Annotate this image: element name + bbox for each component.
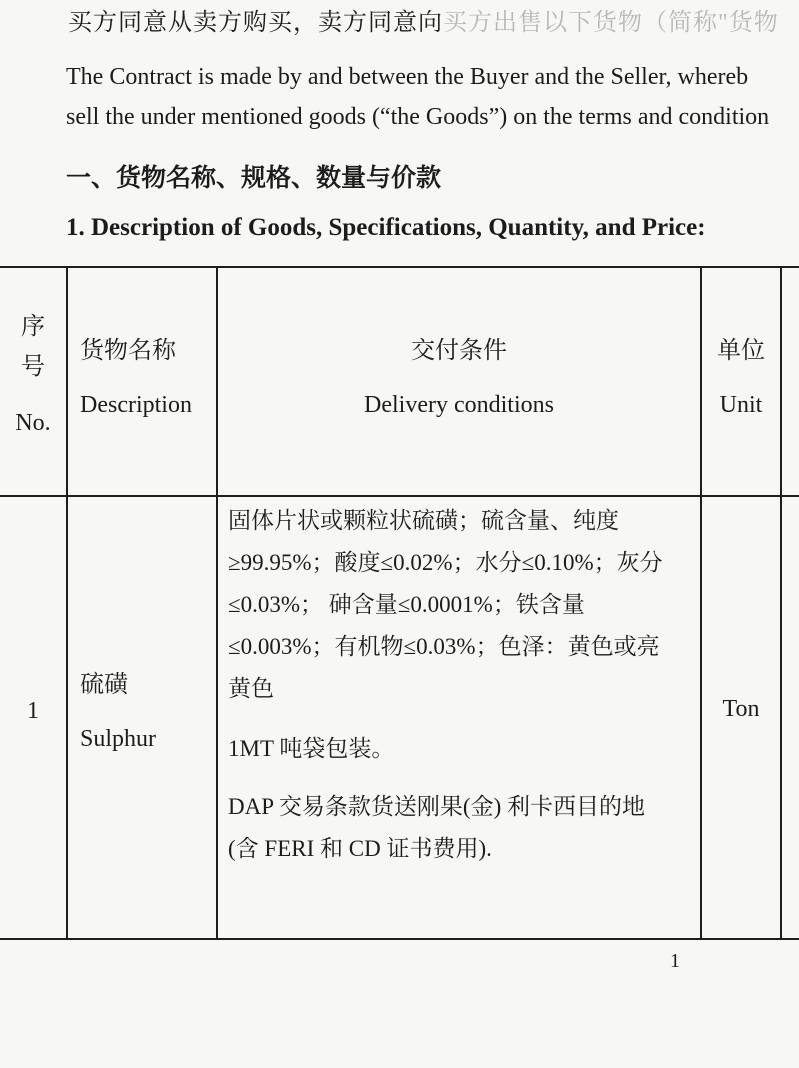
row-1-terms xyxy=(228,786,698,870)
intro-cn-faded-text: 买方出售以下货物（简称"货物 xyxy=(443,10,779,36)
terms-line: DAP 交易条款货送刚果(金) 利卡西目的地 xyxy=(228,794,645,819)
row-1-delivery-specs xyxy=(228,500,698,710)
page-number: 1 xyxy=(670,950,680,972)
section-title-cn: 一、货物名称、规格、数量与价款 xyxy=(66,165,442,192)
intro-cn-text: 买方同意从卖方购买，卖方同意向 xyxy=(68,10,443,36)
table-col-line-4 xyxy=(780,266,782,940)
header-delivery-en: Delivery conditions xyxy=(364,392,554,418)
row-1-unit: Ton xyxy=(722,696,760,722)
header-no-cn-2: 号 xyxy=(21,354,45,380)
table-col-line-1 xyxy=(66,266,68,940)
header-unit-en: Unit xyxy=(719,392,763,418)
section-title-en: 1. Description of Goods, Specifications, Quantity, and Price: xyxy=(66,214,706,241)
header-no-cn-1: 序 xyxy=(21,314,45,340)
intro-en-line-1: The Contract is made by and between the Buyer and the Seller, whereb xyxy=(66,64,749,90)
spec-line: ≤0.03%； 砷含量≤0.0001%；铁含量 xyxy=(228,592,585,617)
spec-line: 固体片状或颗粒状硫磺；硫含量、纯度 xyxy=(228,508,619,533)
row-1-name-en: Sulphur xyxy=(80,726,157,752)
header-description-en: Description xyxy=(80,392,192,418)
table-border-bottom xyxy=(0,938,799,940)
row-1-packing: 1MT 吨袋包装。 xyxy=(228,736,395,761)
terms-line: (含 FERI 和 CD 证书费用). xyxy=(228,836,492,861)
spec-line: 黄色 xyxy=(228,676,274,701)
intro-en-line-2: sell the under mentioned goods (“the Goods”) on the terms and condition xyxy=(66,104,770,130)
spec-line: ≤0.003%；有机物≤0.03%；色泽：黄色或亮 xyxy=(228,634,660,659)
header-no-en: No. xyxy=(15,410,51,436)
row-1-no: 1 xyxy=(27,698,39,724)
header-unit-cn: 单位 xyxy=(717,338,765,364)
table-border-top xyxy=(0,266,799,268)
row-1-name-cn: 硫磺 xyxy=(80,672,128,698)
table-header-divider xyxy=(0,495,799,497)
spec-line: ≥99.95%；酸度≤0.02%；水分≤0.10%；灰分 xyxy=(228,550,663,575)
header-delivery-cn: 交付条件 xyxy=(411,338,507,364)
header-description-cn: 货物名称 xyxy=(80,338,176,364)
intro-cn-line xyxy=(68,2,779,37)
table-col-line-3 xyxy=(700,266,702,940)
table-col-line-2 xyxy=(216,266,218,940)
